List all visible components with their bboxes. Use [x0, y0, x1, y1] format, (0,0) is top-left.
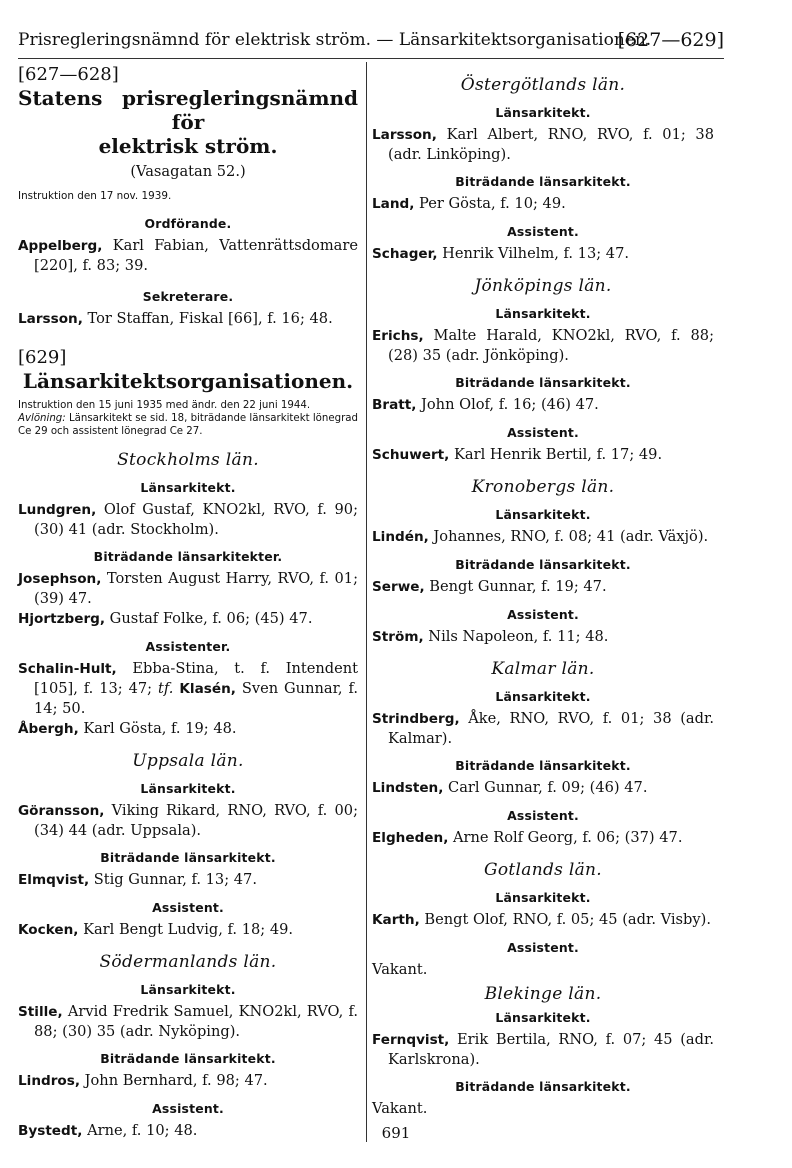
- role-heading: Assistent.: [507, 808, 579, 823]
- person-surname: Bratt,: [372, 397, 417, 413]
- person-surname: Göransson,: [18, 803, 105, 819]
- section-number: [629]: [18, 347, 67, 368]
- person-details: Erik Bertila, RNO, f. 07; 45 (adr. Karlskrona).: [388, 1031, 714, 1068]
- person-entry: [372, 1030, 714, 1069]
- person-entry: [372, 395, 714, 415]
- person-surname: Karth,: [372, 912, 420, 928]
- person-entry: [18, 569, 358, 608]
- person-details: Åke, RNO, RVO, f. 01; 38 (adr. Kalmar).: [388, 710, 714, 747]
- person-surname: Ström,: [372, 629, 424, 645]
- role-heading: Biträdande länsarkitekt.: [455, 375, 631, 390]
- role-heading: Assistent.: [152, 900, 224, 915]
- person-entry: [18, 659, 358, 718]
- person-details: Ebba-Stina, t. f. Intendent [105], f. 13; 47;: [34, 660, 358, 697]
- person-entry: [18, 500, 358, 539]
- region-heading: Kalmar län.: [491, 659, 595, 679]
- person-entry: [18, 1071, 358, 1091]
- role-heading: Biträdande länsarkitekt.: [455, 1079, 631, 1094]
- person-details: Karl Bengt Ludvig, f. 18; 49.: [78, 921, 294, 938]
- region-heading: Jönköpings län.: [474, 276, 612, 296]
- section-address: (Vasagatan 52.): [130, 163, 246, 180]
- person-entry: [372, 194, 714, 214]
- role-heading: Ordförande.: [144, 216, 232, 231]
- person-details: Torsten August Harry, RVO, f. 01; (39) 47.: [34, 570, 358, 607]
- section-title-cont: elektrisk ström.: [98, 134, 278, 158]
- person-surname: Stille,: [18, 1004, 63, 1020]
- person-entry: [372, 125, 714, 164]
- person-entry: [372, 828, 714, 848]
- person-entry: [18, 609, 358, 629]
- person-surname: Josephson,: [18, 571, 102, 587]
- person-surname: Lindsten,: [372, 780, 444, 796]
- person-details: Johannes, RNO, f. 08; 41 (adr. Växjö).: [428, 528, 709, 545]
- role-heading: Assistent.: [507, 607, 579, 622]
- person-surname: Larsson,: [18, 311, 83, 327]
- person-surname: Appelberg,: [18, 238, 103, 254]
- person-entry: [372, 445, 714, 465]
- vacant-entry: Vakant.: [372, 1100, 428, 1117]
- person-surname: Kocken,: [18, 922, 79, 938]
- person-surname: Bystedt,: [18, 1123, 83, 1139]
- person-details: Bengt Olof, RNO, f. 05; 45 (adr. Visby).: [419, 911, 711, 928]
- person-surname: Schuwert,: [372, 447, 450, 463]
- region-heading: Östergötlands län.: [460, 75, 626, 95]
- person-details: John Olof, f. 16; (46) 47.: [416, 396, 599, 413]
- right-column: [372, 64, 714, 1119]
- person-details: Arvid Fredrik Samuel, KNO2kl, RVO, f. 88; (30) 35 (adr. Nyköping).: [34, 1003, 358, 1040]
- region-heading: Södermanlands län.: [99, 952, 277, 972]
- role-heading: Länsarkitekt.: [495, 306, 591, 321]
- person-entry: [372, 244, 714, 264]
- person-entry: [18, 1002, 358, 1041]
- person-details: Olof Gustaf, KNO2kl, RVO, f. 90; (30) 41 (adr. Stockholm).: [34, 501, 358, 538]
- page-number: 691: [381, 1124, 411, 1142]
- person-details: Karl Henrik Bertil, f. 17; 49.: [449, 446, 663, 463]
- role-heading: Länsarkitekt.: [140, 480, 236, 495]
- person-surname: Hjortzberg,: [18, 611, 106, 627]
- person-entry: [18, 920, 358, 940]
- person-surname: Schager,: [372, 246, 438, 262]
- person-details: Arne Rolf Georg, f. 06; (37) 47.: [448, 829, 683, 846]
- role-heading: Assistent.: [507, 940, 579, 955]
- instruction-note: [18, 399, 358, 438]
- person-details: Tor Staffan, Fiskal [66], f. 16; 48.: [82, 310, 333, 327]
- left-column: [18, 64, 358, 1142]
- person-entry: [372, 527, 714, 547]
- region-heading: Uppsala län.: [132, 751, 244, 771]
- person-surname: Serwe,: [372, 579, 425, 595]
- person-details: Bengt Gunnar, f. 19; 47.: [424, 578, 607, 595]
- person-surname: Land,: [372, 196, 415, 212]
- person-surname: Fernqvist,: [372, 1032, 450, 1048]
- role-heading: Biträdande länsarkitekter.: [93, 549, 283, 564]
- person-details: Malte Harald, KNO2kl, RVO, f. 88; (28) 35 (adr. Jönköping).: [388, 327, 714, 364]
- person-details: Karl Gösta, f. 19; 48.: [78, 720, 237, 737]
- role-heading: Assistent.: [507, 425, 579, 440]
- person-details: Karl Albert, RNO, RVO, f. 01; 38 (adr. Linköping).: [388, 126, 714, 163]
- person-surname: Klasén,: [173, 681, 236, 697]
- person-details: Gustaf Folke, f. 06; (45) 47.: [105, 610, 313, 627]
- section-title: Länsarkitektsorganisationen.: [22, 369, 354, 393]
- role-heading: Länsarkitekt.: [495, 890, 591, 905]
- role-heading: Assistenter.: [145, 639, 231, 654]
- column-divider: [366, 62, 367, 1142]
- running-head-title: Prisregleringsnämnd för elektrisk ström. — Länsarkitektsorganisationen.: [18, 30, 652, 50]
- person-surname: Schalin-Hult,: [18, 661, 117, 677]
- person-entry: [372, 627, 714, 647]
- tf-abbrev: tf.: [158, 680, 174, 697]
- role-heading: Biträdande länsarkitekt.: [455, 758, 631, 773]
- role-heading: Länsarkitekt.: [140, 781, 236, 796]
- region-heading: Stockholms län.: [117, 450, 259, 470]
- region-heading: Kronobergs län.: [471, 477, 615, 497]
- role-heading: Sekreterare.: [142, 289, 234, 304]
- instruction-note: Instruktion den 17 nov. 1939.: [18, 190, 172, 202]
- person-entry: [18, 719, 358, 739]
- person-details: Stig Gunnar, f. 13; 47.: [89, 871, 257, 888]
- role-heading: Biträdande länsarkitekt.: [100, 850, 276, 865]
- role-heading: Länsarkitekt.: [495, 689, 591, 704]
- person-details: Carl Gunnar, f. 09; (46) 47.: [443, 779, 648, 796]
- role-heading: Biträdande länsarkitekt.: [455, 557, 631, 572]
- section-title: Statens prisregleringsnämnd för: [18, 86, 358, 134]
- header-rule: [18, 58, 724, 59]
- salary-text: Länsarkitekt se sid. 18, biträdande länsarkitekt lönegrad Ce 29 och assistent lönegrad Ce 27.: [18, 413, 358, 437]
- person-surname: Åbergh,: [18, 721, 79, 737]
- person-details: Viking Rikard, RNO, RVO, f. 00; (34) 44 (adr. Uppsala).: [34, 802, 358, 839]
- vacant-entry: Vakant.: [372, 961, 428, 978]
- running-head-range: [627—629]: [617, 29, 724, 51]
- person-surname: Elgheden,: [372, 830, 449, 846]
- person-entry: [18, 801, 358, 840]
- person-entry: [372, 326, 714, 365]
- person-entry: [372, 577, 714, 597]
- person-surname: Lundgren,: [18, 502, 97, 518]
- person-surname: Strindberg,: [372, 711, 460, 727]
- person-surname: Elmqvist,: [18, 872, 90, 888]
- role-heading: Biträdande länsarkitekt.: [455, 174, 631, 189]
- region-heading: Gotlands län.: [483, 860, 602, 880]
- role-heading: Länsarkitekt.: [495, 507, 591, 522]
- person-entry: [18, 309, 358, 329]
- person-entry: [372, 778, 714, 798]
- person-entry: [372, 709, 714, 748]
- person-surname: Erichs,: [372, 328, 424, 344]
- role-heading: Assistent.: [152, 1101, 224, 1116]
- person-surname: Lindros,: [18, 1073, 81, 1089]
- role-heading: Biträdande länsarkitekt.: [100, 1051, 276, 1066]
- person-surname: Larsson,: [372, 127, 437, 143]
- person-entry: [18, 870, 358, 890]
- person-entry: [18, 236, 358, 275]
- person-details: Nils Napoleon, f. 11; 48.: [423, 628, 609, 645]
- person-details: Arne, f. 10; 48.: [82, 1122, 198, 1139]
- person-details: Sven Gunnar, f. 14; 50.: [34, 680, 358, 717]
- instruction-text: Instruktion den 15 juni 1935 med ändr. den 22 juni 1944.: [18, 400, 311, 411]
- person-details: Karl Fabian, Vattenrättsdomare [220], f. 83; 39.: [34, 237, 358, 274]
- person-details: John Bernhard, f. 98; 47.: [80, 1072, 268, 1089]
- role-heading: Länsarkitekt.: [495, 105, 591, 120]
- person-details: Per Gösta, f. 10; 49.: [414, 195, 566, 212]
- role-heading: Länsarkitekt.: [495, 1010, 591, 1025]
- person-entry: [372, 910, 714, 930]
- role-heading: Assistent.: [507, 224, 579, 239]
- role-heading: Länsarkitekt.: [140, 982, 236, 997]
- person-surname: Lindén,: [372, 529, 429, 545]
- salary-label: Avlöning:: [18, 413, 66, 424]
- person-details: Henrik Vilhelm, f. 13; 47.: [437, 245, 629, 262]
- section-number: [627—628]: [18, 64, 119, 85]
- region-heading: Blekinge län.: [484, 984, 602, 1004]
